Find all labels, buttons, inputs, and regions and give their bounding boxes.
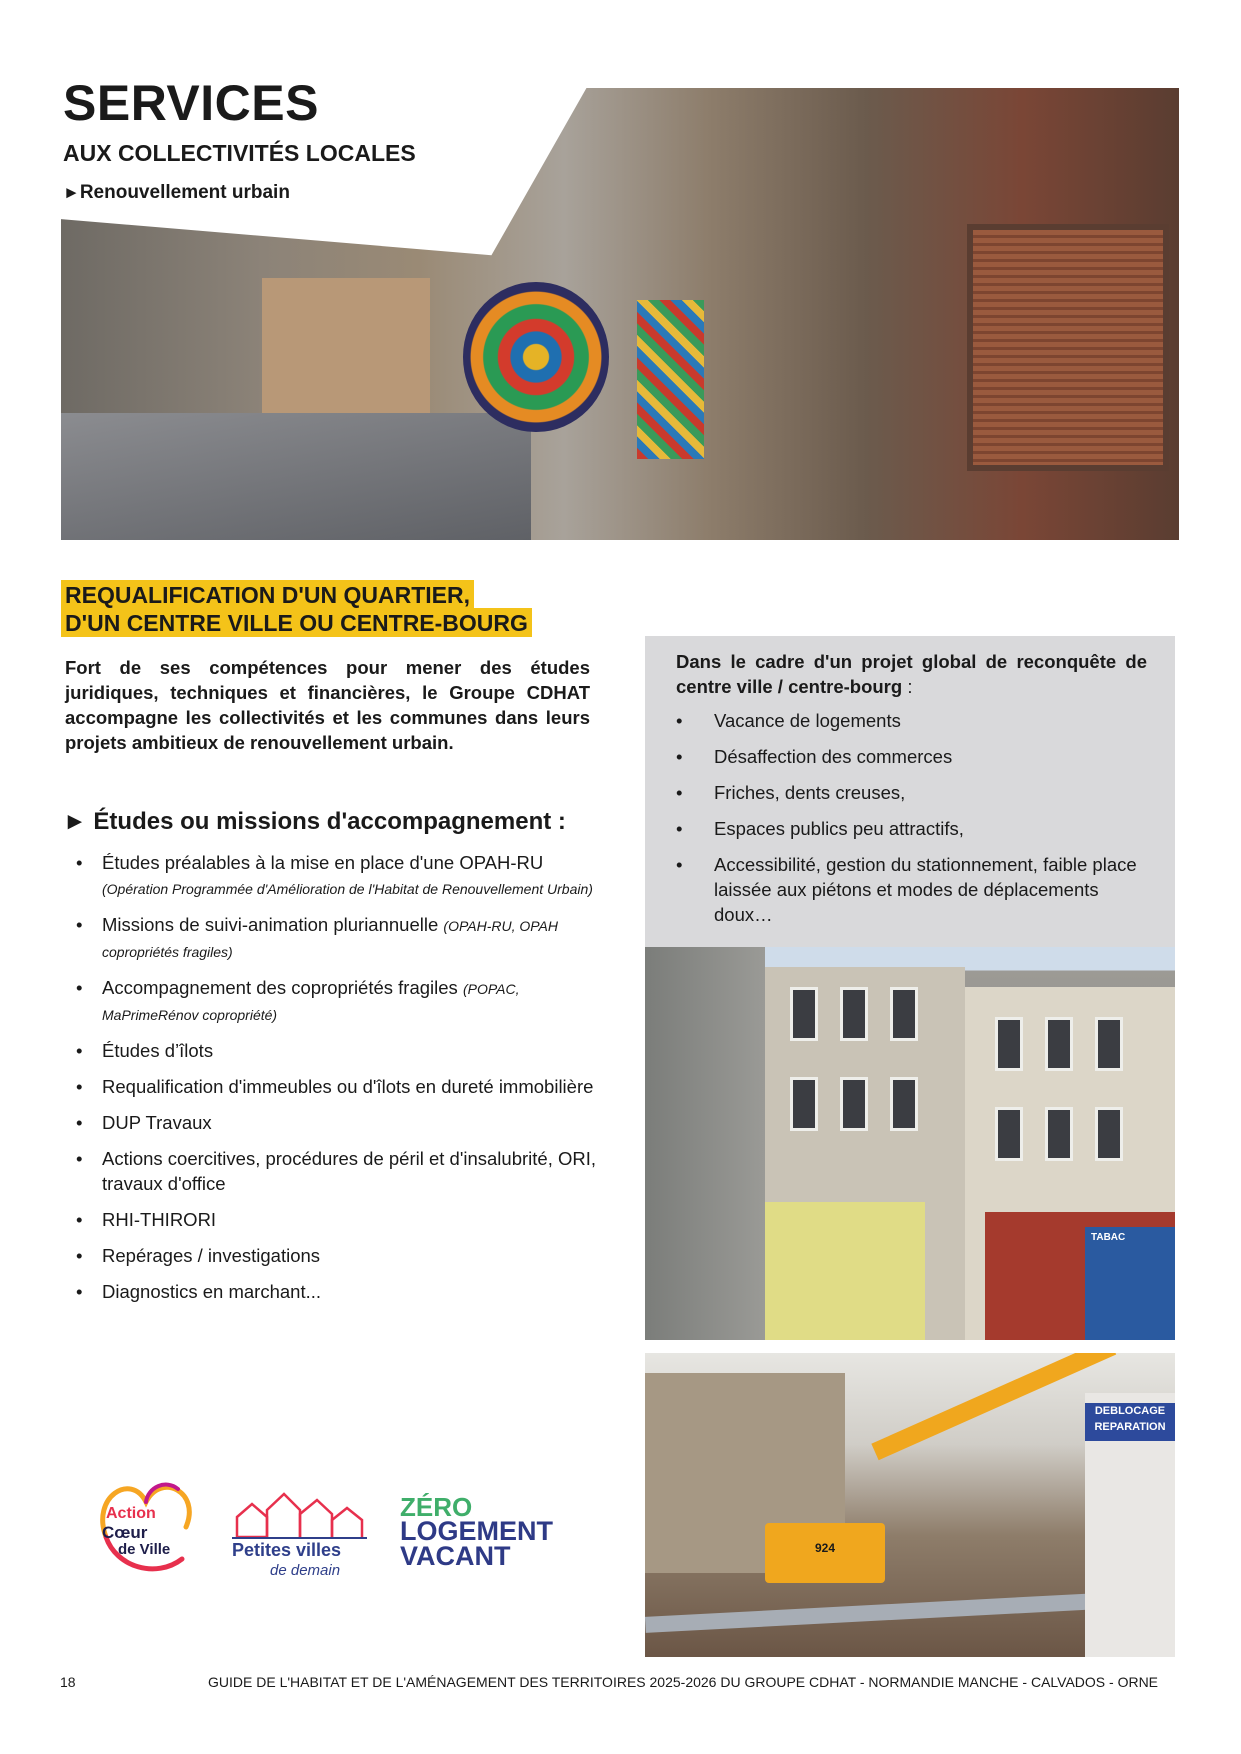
study-item xyxy=(76,1207,596,1232)
study-item xyxy=(76,1074,596,1099)
street-facades-photo xyxy=(645,947,1175,1340)
bullet-icon: • xyxy=(76,1076,83,1097)
study-item-text: Requalification d'immeubles ou d'îlots en dureté immobilière xyxy=(102,1076,594,1097)
window xyxy=(790,987,818,1041)
demolition-photo xyxy=(645,1353,1175,1657)
study-item-text: Repérages / investigations xyxy=(102,1245,321,1266)
zlv-line3: VACANT xyxy=(400,1541,511,1571)
window xyxy=(1095,1107,1123,1161)
tabac-sign: TABAC xyxy=(1091,1232,1126,1243)
page-number: 18 xyxy=(60,1674,76,1690)
zlv-line2: LOGEMENT xyxy=(400,1516,553,1546)
window xyxy=(890,1077,918,1131)
mosaic-door xyxy=(637,300,704,458)
section-label-text: Renouvellement urbain xyxy=(79,182,290,203)
bullet-icon: • xyxy=(676,854,683,875)
study-item xyxy=(76,1146,596,1196)
window xyxy=(1045,1017,1073,1071)
window xyxy=(1045,1107,1073,1161)
study-item-text: Études d’îlots xyxy=(102,1040,214,1061)
context-item xyxy=(676,852,1146,927)
window xyxy=(840,987,868,1041)
study-item-text: RHI-THIRORI xyxy=(102,1209,217,1230)
study-item-text: Missions de suivi-animation pluriannuelle xyxy=(102,914,439,935)
window xyxy=(790,1077,818,1131)
petites-villes-logo xyxy=(232,1482,367,1542)
village-houses-icon xyxy=(232,1482,367,1542)
section-label xyxy=(63,182,290,204)
page-title: SERVICES xyxy=(63,75,319,131)
context-item-text: Désaffection des commerces xyxy=(714,746,953,767)
study-item xyxy=(76,975,596,1027)
context-intro-suffix: : xyxy=(902,676,913,697)
context-item xyxy=(676,780,1146,805)
excavator-arm xyxy=(871,1353,1116,1460)
bullet-icon: • xyxy=(76,1148,83,1169)
studies-heading: ► Études ou missions d'accompagnement : xyxy=(63,808,566,835)
context-item-text: Accessibilité, gestion du stationnement, faible place laissée aux piétons et modes de déplacements doux… xyxy=(714,854,1137,925)
study-item xyxy=(76,1038,596,1063)
context-item xyxy=(676,816,1146,841)
window xyxy=(1095,1017,1123,1071)
study-item-text: Études préalables à la mise en place d'une OPAH-RU xyxy=(102,852,544,873)
context-intro xyxy=(676,649,1147,699)
bullet-icon: • xyxy=(676,710,683,731)
context-intro-text: Dans le cadre d'un projet global de reconquête de centre ville / centre-bourg xyxy=(676,651,1147,697)
excavator-number: 924 xyxy=(815,1541,836,1555)
studies-list xyxy=(76,850,596,1315)
bullet-icon: • xyxy=(76,1245,83,1266)
bullet-icon: • xyxy=(676,746,683,767)
window xyxy=(890,987,918,1041)
study-item xyxy=(76,850,596,901)
arrow-right-icon: ► xyxy=(63,183,80,202)
bullet-icon: • xyxy=(676,782,683,803)
bullet-icon: • xyxy=(676,818,683,839)
context-item-text: Espaces publics peu attractifs, xyxy=(714,818,964,839)
section-heading-line2: D'UN CENTRE VILLE OU CENTRE-BOURG xyxy=(61,608,532,637)
context-item-text: Friches, dents creuses, xyxy=(714,782,906,803)
study-item-note: (Opération Programmée d'Amélioration de l'Habitat de Renouvellement Urbain) xyxy=(102,881,593,897)
context-item xyxy=(676,708,1146,733)
pvd-line2: de demain xyxy=(270,1562,341,1579)
intro-paragraph: Fort de ses compétences pour mener des études juridiques, techniques et financières, le Groupe CDHAT accompagne les collectivités et les communes dans leurs projets ambitieux de renouvellement urbain. xyxy=(65,657,590,753)
bullet-icon: • xyxy=(76,977,83,998)
boarded-shopfront xyxy=(262,278,430,414)
bullet-icon: • xyxy=(76,852,83,873)
bullet-icon: • xyxy=(76,1209,83,1230)
vacant-shopfront xyxy=(765,1202,925,1340)
bullet-icon: • xyxy=(76,914,83,935)
study-item xyxy=(76,1110,596,1135)
study-item xyxy=(76,912,596,964)
study-item xyxy=(76,1279,596,1304)
section-heading-line1: REQUALIFICATION D'UN QUARTIER, xyxy=(61,580,474,609)
window xyxy=(840,1077,868,1131)
acv-line3: de Ville xyxy=(118,1541,171,1558)
study-item-note: (OPAH-RU, OPAH copropriétés fragiles) xyxy=(102,918,559,960)
bullet-icon: • xyxy=(76,1112,83,1133)
tabac-shopfront xyxy=(1085,1227,1175,1340)
context-item-text: Vacance de logements xyxy=(714,710,901,731)
shop-sign: DEBLOCAGE REPARATION xyxy=(1085,1403,1175,1441)
footer-text: GUIDE DE L'HABITAT ET DE L'AMÉNAGEMENT DES TERRITOIRES 2025-2026 DU GROUPE CDHAT - NORMANDIE MANCHE - CALVADOS - ORNE xyxy=(208,1674,1159,1690)
building-left xyxy=(645,947,765,1340)
pvd-line1: Petites villes xyxy=(232,1540,342,1560)
mosaic-window xyxy=(463,282,608,431)
window xyxy=(995,1107,1023,1161)
study-item-text: DUP Travaux xyxy=(102,1112,212,1133)
context-item xyxy=(676,744,1146,769)
acv-line1: Action xyxy=(106,1505,156,1522)
bullet-icon: • xyxy=(76,1040,83,1061)
study-item-text: Accompagnement des copropriétés fragiles xyxy=(102,977,458,998)
study-item-text: Diagnostics en marchant... xyxy=(102,1281,322,1302)
bullet-icon: • xyxy=(76,1281,83,1302)
acv-line2: Cœur xyxy=(102,1523,148,1542)
rolling-shutter xyxy=(967,224,1169,471)
page-subtitle: AUX COLLECTIVITÉS LOCALES xyxy=(63,140,416,166)
study-item xyxy=(76,1243,596,1268)
study-item-note: (POPAC, MaPrimeRénov copropriété) xyxy=(102,981,520,1023)
cobblestone-street xyxy=(61,413,531,540)
study-item-text: Actions coercitives, procédures de péril et d'insalubrité, ORI, travaux d'office xyxy=(102,1148,597,1194)
context-list xyxy=(676,708,1146,938)
zlv-line1: ZÉRO xyxy=(400,1492,473,1522)
window xyxy=(995,1017,1023,1071)
